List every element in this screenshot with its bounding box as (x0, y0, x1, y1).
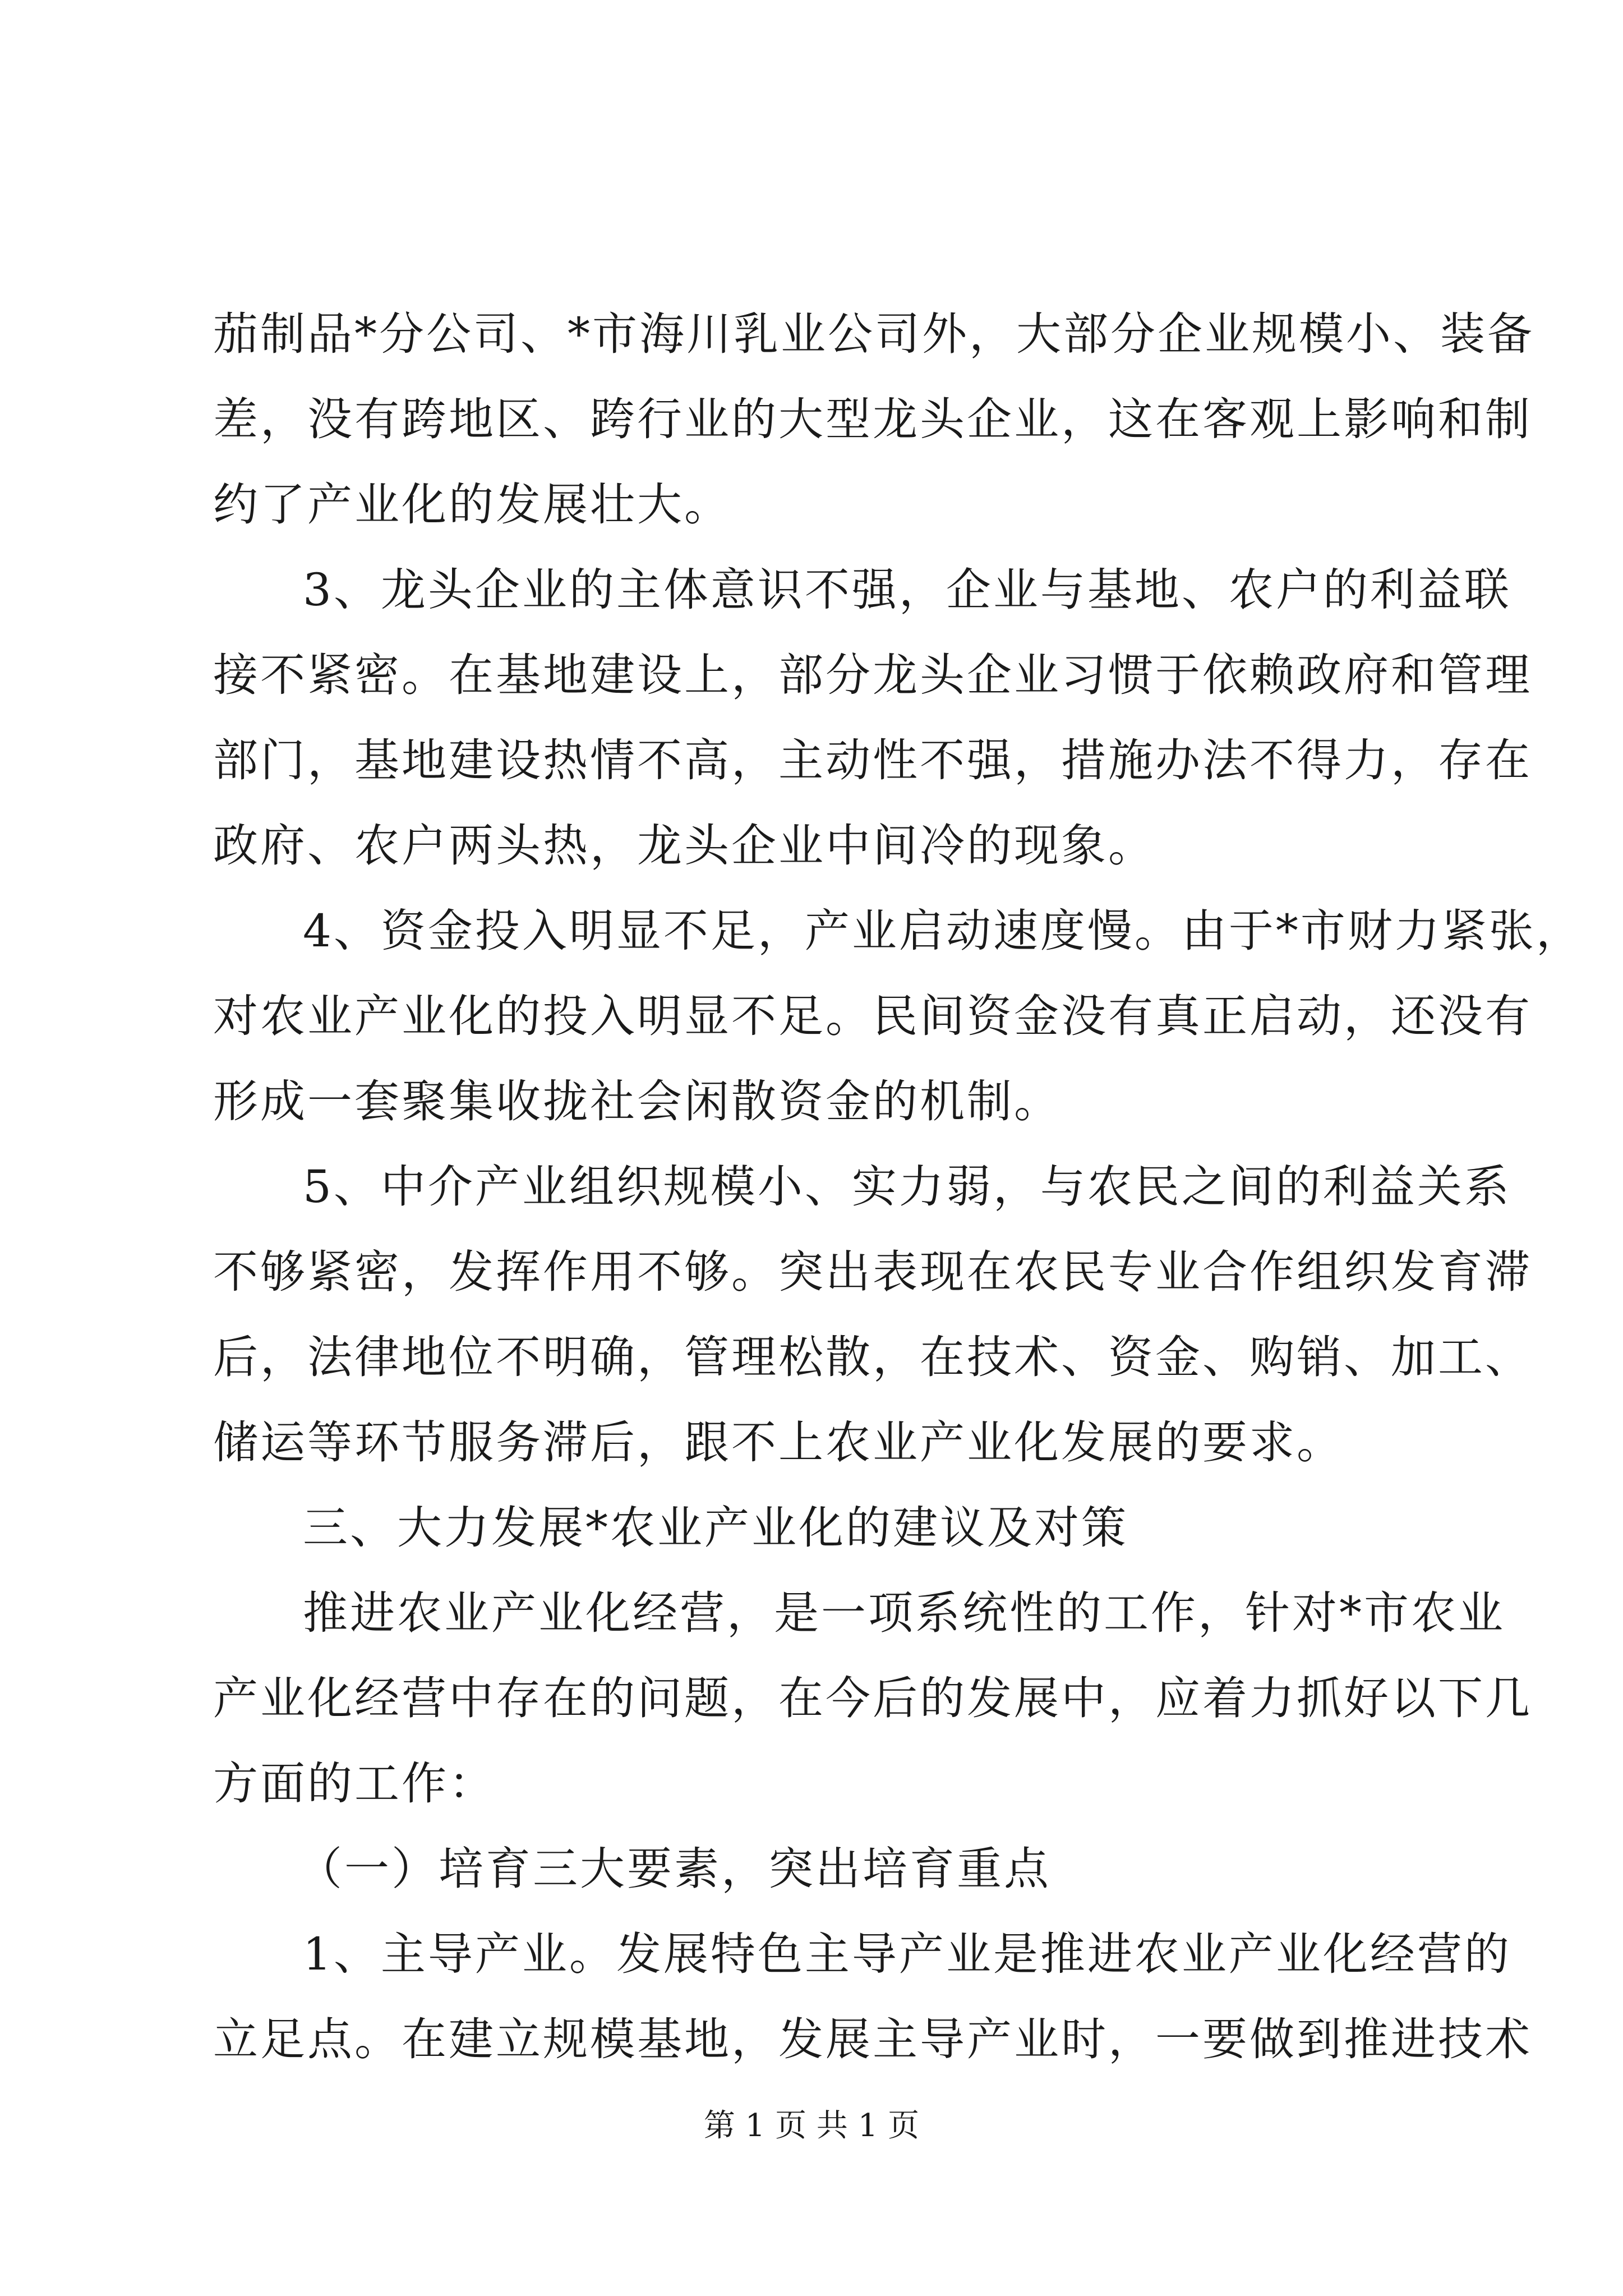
section-heading: 三、大力发展*农业产业化的建议及对策 (303, 1502, 1128, 1554)
text-line: 政府、农户两头热，龙头企业中间冷的现象。 (213, 820, 1155, 872)
text-line: 部门，基地建设热情不高，主动性不强，措施办法不得力，存在 (213, 734, 1532, 786)
text-line: 1、主导产业。发展特色主导产业是推进农业产业化经营的 (303, 1928, 1511, 1980)
text-line: 约了产业化的发展壮大。 (213, 478, 731, 531)
page-footer: 第 1 页 共 1 页 (703, 2108, 920, 2144)
subsection-heading: （一）培育三大要素，突出培育重点 (297, 1843, 1051, 1895)
text-line: 推进农业产业化经营，是一项系统性的工作，针对*市农业 (303, 1587, 1505, 1639)
text-line: 储运等环节服务滞后，跟不上农业产业化发展的要求。 (213, 1416, 1344, 1469)
text-line: 方面的工作： (213, 1757, 496, 1810)
paragraph-3-heading-line: 3、龙头企业的主体意识不强，企业与基地、农户的利益联 (303, 564, 1511, 616)
text-line: 接不紧密。在基地建设上，部分龙头企业习惯于依赖政府和管理 (213, 649, 1532, 701)
document-body (213, 292, 1583, 2082)
paragraph-4-heading-line: 4、资金投入明显不足，产业启动速度慢。由于*市财力紧张， (303, 905, 1583, 957)
text-line: 不够紧密，发挥作用不够。突出表现在农民专业合作组织发育滞 (213, 1246, 1532, 1298)
text-line: 形成一套聚集收拢社会闲散资金的机制。 (213, 1075, 1061, 1128)
text-line: 产业化经营中存在的问题，在今后的发展中，应着力抓好以下几 (213, 1672, 1532, 1724)
text-line: 立足点。在建立规模基地，发展主导产业时，一要做到推进技术 (213, 2013, 1532, 2065)
paragraph-5-heading-line: 5、中介产业组织规模小、实力弱，与农民之间的利益关系 (303, 1161, 1511, 1213)
text-line: 后，法律地位不明确，管理松散，在技术、资金、购销、加工、 (213, 1331, 1532, 1383)
text-line: 对农业产业化的投入明显不足。民间资金没有真正启动，还没有 (213, 990, 1532, 1042)
text-line: 差，没有跨地区、跨行业的大型龙头企业，这在客观上影响和制 (213, 393, 1532, 445)
text-line: 茄制品*分公司、*市海川乳业公司外，大部分企业规模小、装备 (213, 308, 1534, 360)
